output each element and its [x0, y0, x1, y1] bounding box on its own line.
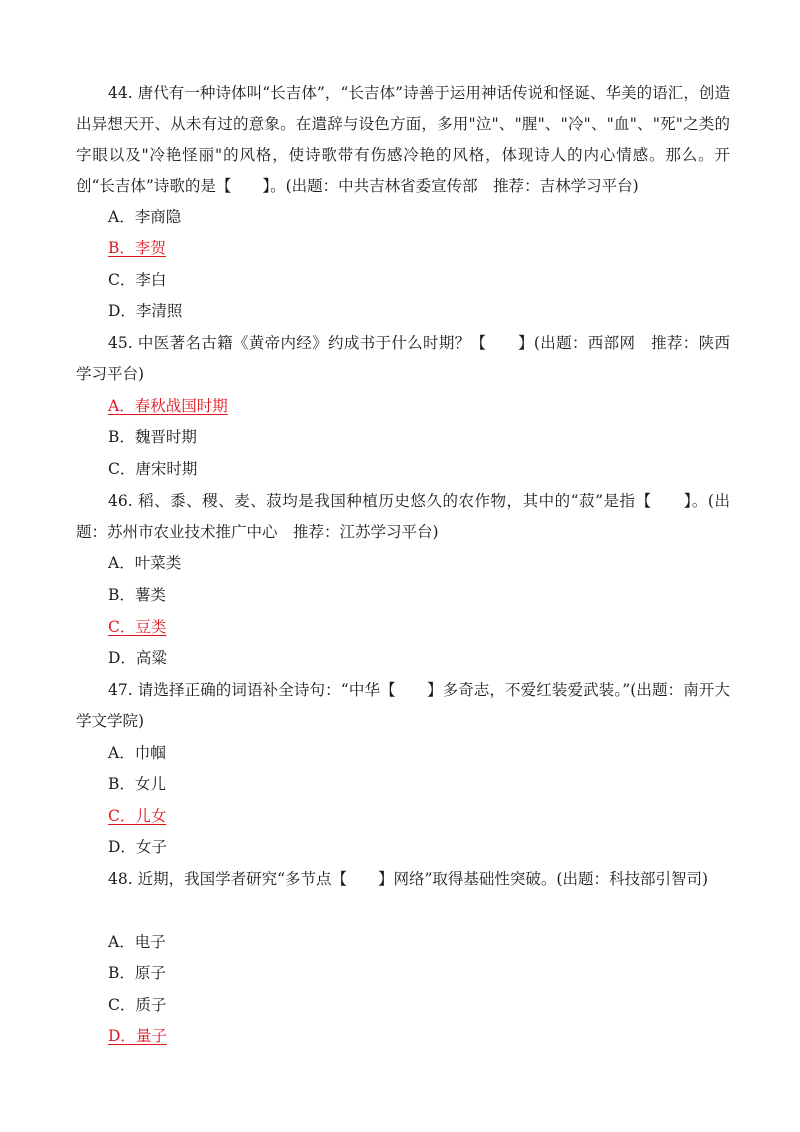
- question-45-option-b: B．魏晋时期: [108, 428, 197, 446]
- question-47-text: 47. 请选择正确的词语补全诗句：“中华【 】多奇志，不爱红装爱武装。”(出题：南开大学文学院): [76, 681, 730, 730]
- question-44-option-c: C．李白: [108, 271, 167, 289]
- question-46-option-d: D．高粱: [108, 649, 167, 667]
- question-44-option-b-answer: B．李贺: [108, 239, 166, 257]
- question-47-option-b: B．女儿: [108, 775, 166, 793]
- question-48-option-c: C．质子: [108, 996, 167, 1014]
- question-48-option-d-answer: D．量子: [108, 1027, 167, 1045]
- question-48-option-b: B．原子: [108, 964, 166, 982]
- question-46-option-c-answer: C．豆类: [108, 618, 167, 636]
- question-45-option-a-answer: A．春秋战国时期: [108, 397, 228, 415]
- question-44-text: 44. 唐代有一种诗体叫“长吉体”，“长吉体”诗善于运用神话传说和怪诞、华美的语汇，创造出异想天开、从未有过的意象。在遣辞与设色方面，多用"泣"、"腥"、"冷"、"血"、"死"之类的字眼以及"冷艳怪丽"的风格，使诗歌带有伤感冷艳的风格，体现诗人的内心情感。那么。开创“长吉体”诗歌的是【 】。(出题：中共吉林省委宣传部 推荐：吉林学习平台): [76, 84, 730, 195]
- question-45-option-c: C．唐宋时期: [108, 460, 198, 478]
- question-44-option-d: D．李清照: [108, 302, 183, 320]
- question-46-text: 46. 稻、黍、稷、麦、菽均是我国种植历史悠久的农作物，其中的“菽”是指【 】。(出题：苏州市农业技术推广中心 推荐：江苏学习平台): [76, 492, 730, 541]
- question-46-option-a: A．叶菜类: [108, 554, 182, 572]
- question-46-option-b: B．薯类: [108, 586, 166, 604]
- question-47-option-d: D．女子: [108, 838, 167, 856]
- question-47-option-a: A．巾帼: [108, 744, 166, 762]
- question-48-option-a: A．电子: [108, 933, 166, 951]
- question-47-option-c-answer: C．儿女: [108, 807, 167, 825]
- question-45-text: 45. 中医著名古籍《黄帝内经》约成书于什么时期？【 】(出题：西部网 推荐：陕西学习平台): [76, 334, 730, 383]
- question-44-option-a: A．李商隐: [108, 208, 182, 226]
- question-48-text: 48. 近期，我国学者研究“多节点【 】网络”取得基础性突破。(出题：科技部引智司): [108, 870, 709, 888]
